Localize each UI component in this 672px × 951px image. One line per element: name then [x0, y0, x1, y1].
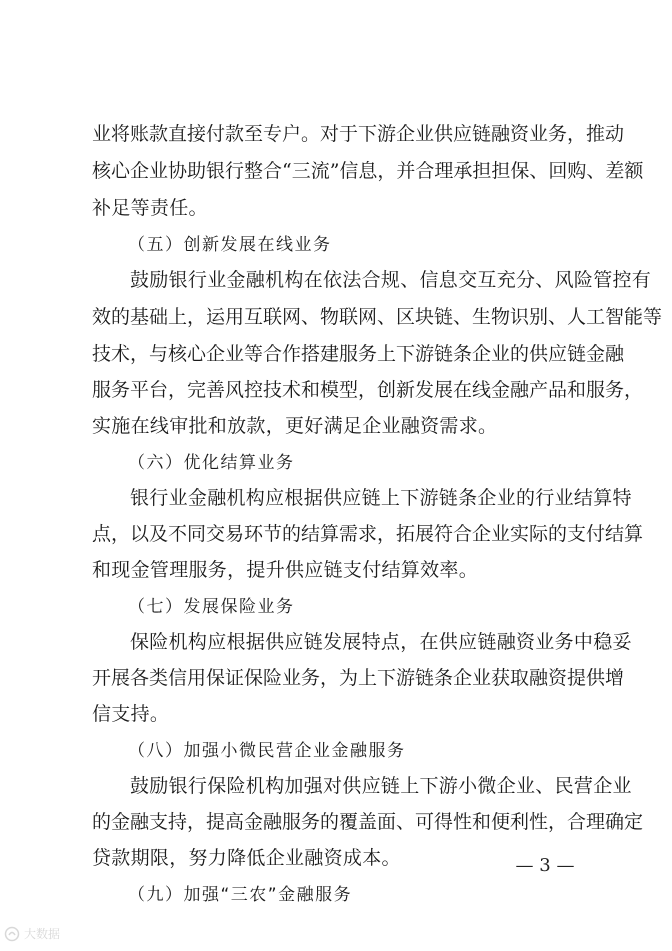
paragraph-line: 银行业金融机构应根据供应链上下游链条企业的行业结算特 [130, 487, 632, 509]
paragraph-line: 核心企业协助银行整合“三流”信息，并合理承担担保、回购、差额 [92, 160, 644, 182]
paragraph-line: 点，以及不同交易环节的结算需求，拓展符合企业实际的支付结算 [92, 523, 644, 545]
watermark-logo-icon [4, 926, 20, 942]
paragraph-line: 效的基础上，运用互联网、物联网、区块链、生物识别、人工智能等 [92, 306, 663, 328]
paragraph-line: 保险机构应根据供应链发展特点，在供应链融资业务中稳妥 [130, 631, 632, 653]
watermark [4, 926, 60, 942]
section-heading-7: （七）发展保险业务 [128, 597, 295, 617]
paragraph-line: 服务平台，完善风控技术和模型，创新发展在线金融产品和服务， [92, 379, 644, 401]
section-heading-6: （六）优化结算业务 [128, 453, 295, 473]
paragraph-line: 鼓励银行保险机构加强对供应链上下游小微企业、民营企业 [130, 775, 632, 797]
paragraph-line: 补足等责任。 [92, 197, 208, 219]
paragraph-line: 贷款期限，努力降低企业融资成本。 [92, 847, 401, 869]
section-heading-5: （五）创新发展在线业务 [128, 235, 332, 255]
page-number: — 3 — [515, 855, 575, 876]
paragraph-line: 信支持。 [92, 703, 170, 725]
paragraph-line: 实施在线审批和放款，更好满足企业融资需求。 [92, 415, 498, 437]
paragraph-line: 技术，与核心企业等合作搭建服务上下游链条企业的供应链金融 [92, 343, 625, 365]
section-heading-9: （九）加强“三农”金融服务 [128, 885, 353, 905]
paragraph-line: 的金融支持，提高金融服务的覆盖面、可得性和便利性，合理确定 [92, 811, 644, 833]
section-heading-8: （八）加强小微民营企业金融服务 [128, 741, 406, 761]
paragraph-line: 和现金管理服务，提升供应链支付结算效率。 [92, 559, 479, 581]
paragraph-line: 业将账款直接付款至专户。对于下游企业供应链融资业务，推动 [92, 123, 625, 145]
paragraph-line: 开展各类信用保证保险业务，为上下游链条企业获取融资提供增 [92, 667, 625, 689]
paragraph-line: 鼓励银行业金融机构在依法合规、信息交互充分、风险管控有 [130, 269, 652, 291]
watermark-text: 大数据 [24, 927, 61, 941]
